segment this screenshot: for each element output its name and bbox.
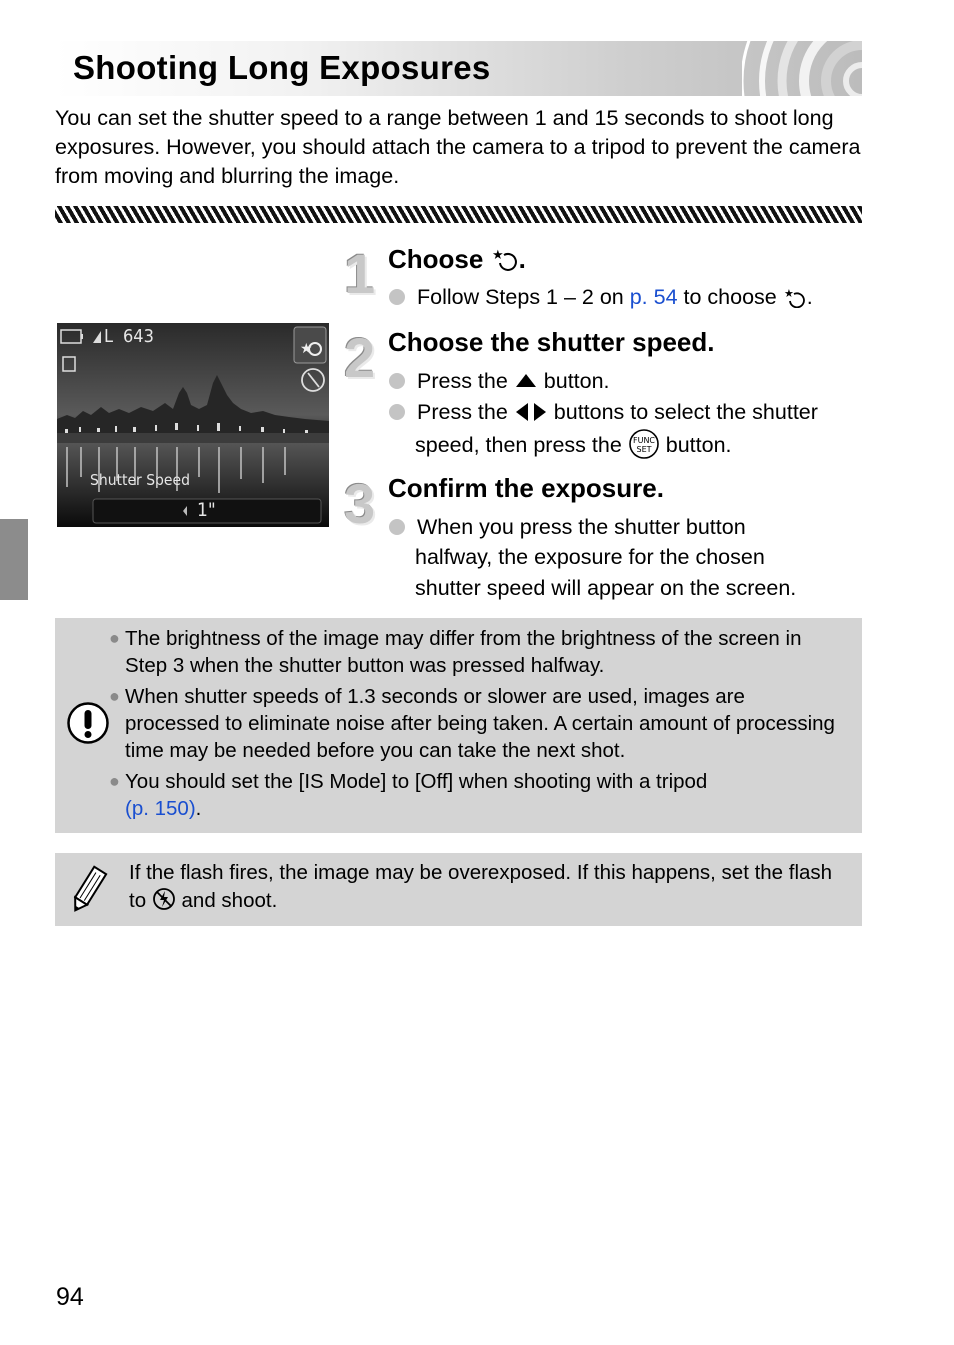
step-text: When you press the shutter button xyxy=(416,515,746,539)
caution-item xyxy=(109,768,845,822)
note-text xyxy=(129,859,854,915)
step-title-end: . xyxy=(518,244,526,274)
step-bullet xyxy=(389,282,813,313)
step-bullet xyxy=(389,512,746,543)
title-banner xyxy=(55,41,862,96)
step-bullet xyxy=(389,397,818,428)
bullet-icon: ● xyxy=(109,628,120,648)
step-title-text: Choose xyxy=(388,244,484,274)
step-title: Choose the shutter speed. xyxy=(388,327,715,357)
step-text: shutter speed will appear on the screen. xyxy=(415,576,797,600)
caution-text: When shutter speeds of 1.3 seconds or slower are used, images are processed to eliminate noise after being taken. A certain amount of processing time may be needed before you can take the next shot. xyxy=(125,685,835,762)
step-number: 3 xyxy=(344,472,376,535)
long-shutter-icon xyxy=(783,286,807,308)
svg-text:★: ★ xyxy=(491,248,504,263)
intro-text: You can set the shutter speed to a range between 1 and 15 seconds to shoot long exposures. However, you should attach the camera to a tripod to prevent the camera from moving and blurring the image. xyxy=(55,106,861,188)
page-link[interactable]: (p. 150) xyxy=(125,797,196,820)
chapter-tab xyxy=(0,519,28,600)
night-cityscape-image xyxy=(57,323,329,527)
note-text-before: If the flash fires, the image may be overexposed. If this happens, set the flash to xyxy=(129,861,833,912)
quality-label: L xyxy=(104,326,114,347)
svg-text:★: ★ xyxy=(300,341,313,357)
caution-item xyxy=(109,625,845,679)
long-shutter-icon xyxy=(491,245,519,271)
camera-screen xyxy=(57,323,329,527)
section-divider xyxy=(55,206,862,223)
caution-box xyxy=(55,618,862,833)
step-text: halfway, the exposure for the chosen xyxy=(415,545,765,569)
step-number: 1 xyxy=(344,242,376,305)
shot-counter: 643 xyxy=(123,326,154,347)
step-text: button. xyxy=(543,369,610,393)
svg-text:FUNC: FUNC xyxy=(632,436,655,445)
caution-text-end: . xyxy=(195,797,202,820)
bullet-dot xyxy=(389,519,405,535)
step-text: speed, then press the xyxy=(415,433,622,457)
pencil-icon xyxy=(68,865,108,915)
up-arrow-icon xyxy=(514,372,538,390)
caution-item xyxy=(109,683,845,764)
page-number: 94 xyxy=(56,1283,84,1311)
caution-text: You should set the [IS Mode] to [Off] when shooting with a tripod xyxy=(125,770,708,793)
shutter-speed-value: 1" xyxy=(197,499,216,521)
step-title xyxy=(388,244,526,275)
bullet-icon: ● xyxy=(109,686,120,706)
step-text: Follow Steps 1 – 2 on xyxy=(416,285,630,309)
bullet-dot xyxy=(389,289,405,305)
step-number: 2 xyxy=(344,326,376,389)
step-text: to choose xyxy=(677,285,777,309)
step-bullet xyxy=(389,366,610,397)
left-right-arrows-icon xyxy=(514,402,548,422)
step-text-end: . xyxy=(806,285,813,309)
bullet-icon: ● xyxy=(109,771,120,791)
flash-off-icon xyxy=(152,887,176,911)
step-bullet-cont xyxy=(415,428,732,461)
page-title: Shooting Long Exposures xyxy=(73,49,491,86)
note-text-after: and shoot. xyxy=(181,889,278,912)
step-text: Press the xyxy=(416,400,508,424)
step-title: Confirm the exposure. xyxy=(388,473,664,503)
page-link[interactable]: p. 54 xyxy=(629,285,678,309)
bullet-dot xyxy=(389,404,405,420)
caution-text: The brightness of the image may differ from the brightness of the screen in Step 3 when the shutter button was pressed halfway. xyxy=(125,627,802,677)
step-text: button. xyxy=(665,433,732,457)
shutter-speed-label: Shutter Speed xyxy=(90,471,190,489)
svg-text:★: ★ xyxy=(783,287,794,300)
step-text: buttons to select the shutter xyxy=(553,400,818,424)
note-box xyxy=(55,853,862,926)
caution-icon xyxy=(66,701,110,745)
step-text: Press the xyxy=(416,369,508,393)
func-set-button-icon xyxy=(628,428,660,460)
svg-text:SET: SET xyxy=(636,445,652,454)
ring-decoration xyxy=(742,41,862,96)
bullet-dot xyxy=(389,373,405,389)
